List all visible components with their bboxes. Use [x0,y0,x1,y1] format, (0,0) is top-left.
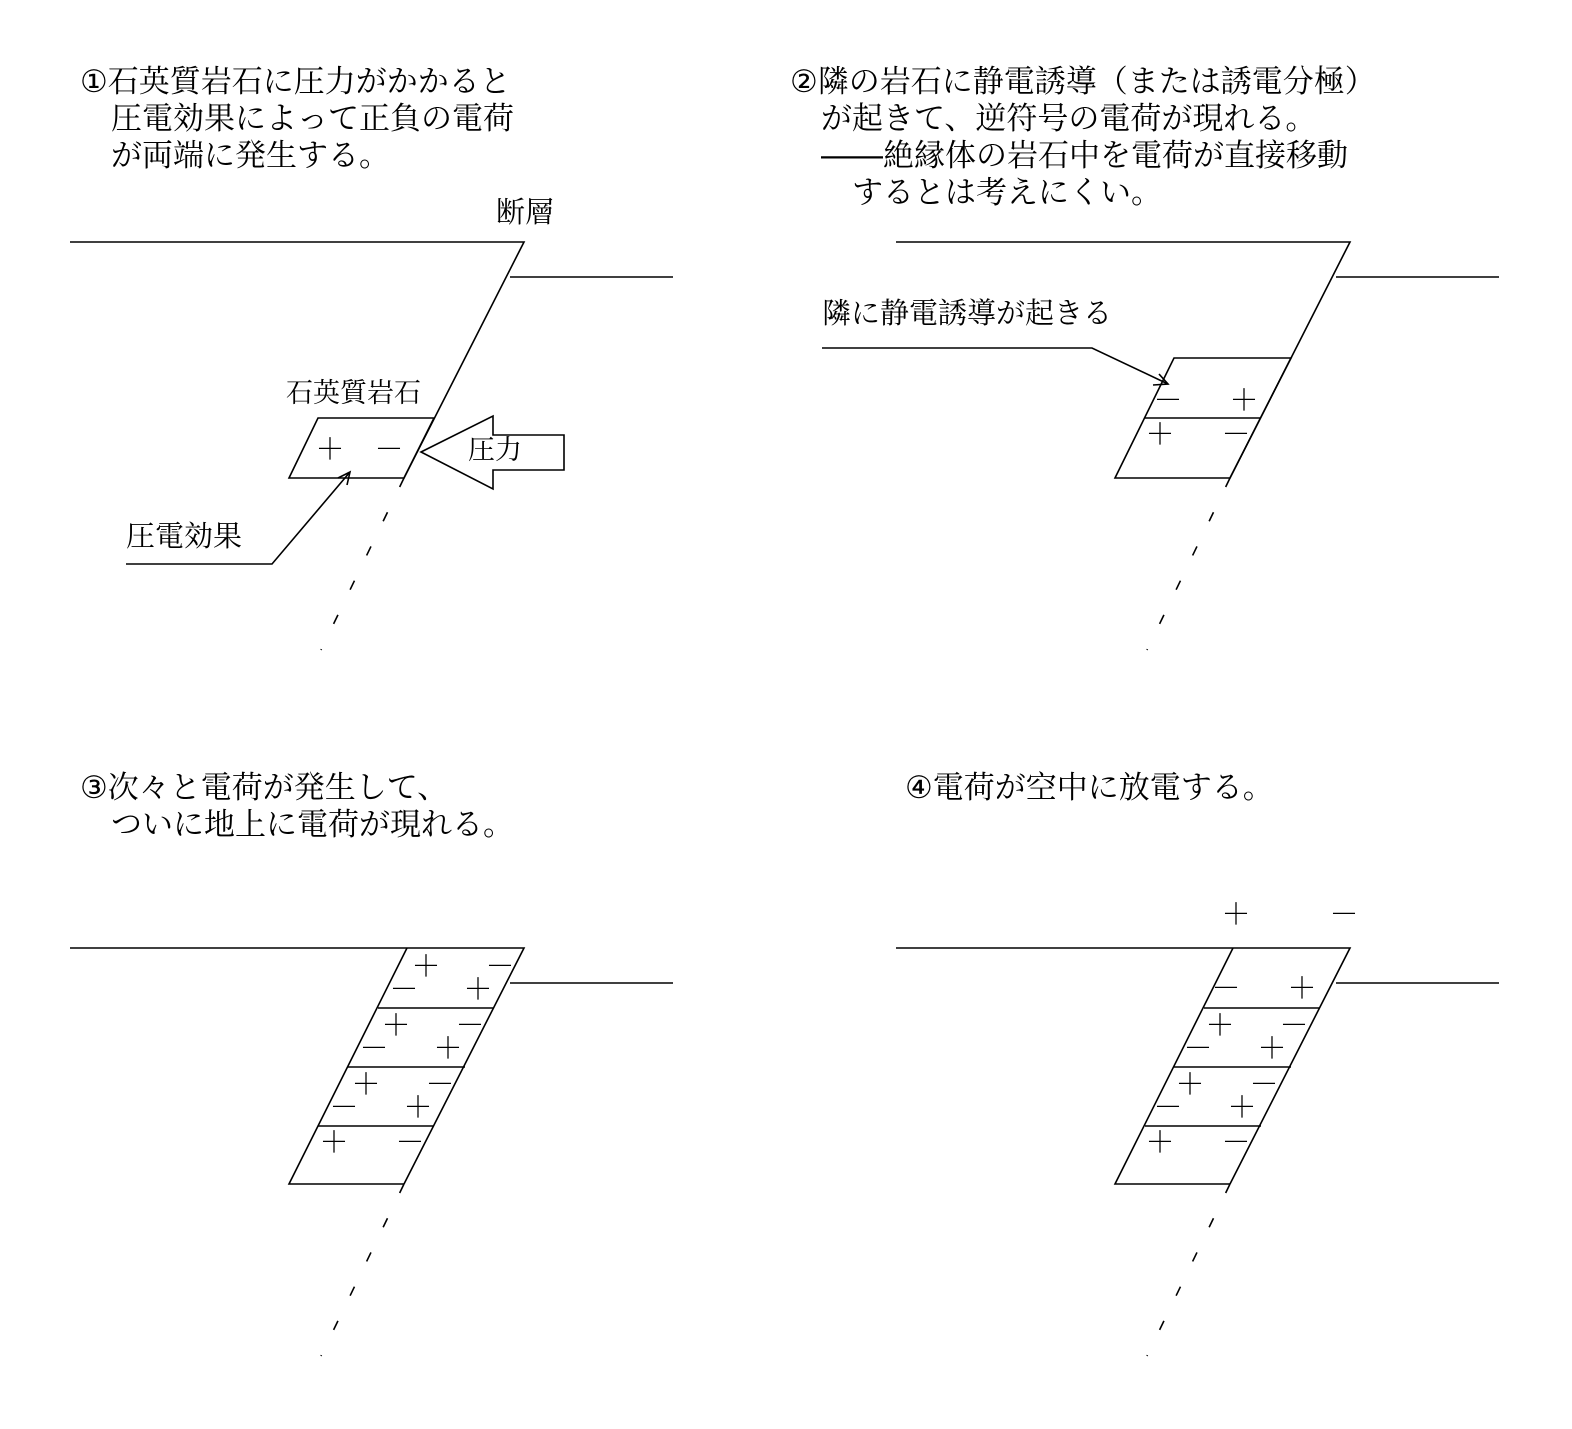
panel2-ground-left-and-fault [896,242,1350,478]
panel3-caption-line1: ③次々と電荷が発生して、 [80,770,449,806]
panel2-drawing [822,242,1499,650]
panel2-caption-line3: ――絶縁体の岩石中を電荷が直接移動 [790,138,1348,174]
panel3-sign-2a: － [389,972,419,1006]
panel1-caption-line2: 圧電効果によって正負の電荷 [80,101,514,137]
panel2-upper-left-sign: － [1153,383,1183,417]
fault-label: 断層 [496,195,555,229]
panel1-caption-line1: ①石英質岩石に圧力がかかると [80,64,511,100]
panel4-sign-5a: － [1153,1090,1183,1124]
quartz-rock-label: 石英質岩石 [286,378,421,409]
panel1-fault-underground [321,478,404,650]
panel3-sign-3a: ＋ [381,1008,411,1042]
panel3-sign-5a: ＋ [351,1067,381,1101]
panel3-sign-3b: － [455,1008,485,1042]
panel4-sign-6a: ＋ [1145,1125,1175,1159]
panel3-sign-2b: ＋ [463,972,493,1006]
panel3-fault-underground [321,1184,404,1356]
panel4-sign-4a: ＋ [1175,1067,1205,1101]
piezo-effect-leader [126,472,350,564]
panel3-sign-7a: ＋ [319,1125,349,1159]
panel3-ground-left-and-fault [70,948,524,1184]
panel3-sign-5b: － [425,1067,455,1101]
panel3-sign-1a: ＋ [411,949,441,983]
panel1-drawing [70,242,673,650]
panel4-sign-5b: ＋ [1227,1090,1257,1124]
panel4-fault-underground [1147,1184,1230,1356]
panel1-quartz-block [289,418,434,478]
panel4-sign-2a: ＋ [1205,1008,1235,1042]
panel4-drawing [896,897,1499,1356]
panel1-minus-sign: － [374,432,404,466]
panel3-sign-7b: － [395,1125,425,1159]
panel4-caption-line1: ④電荷が空中に放電する。 [905,770,1274,806]
panel4-sign-3a: － [1183,1031,1213,1065]
panel4-air-plus: ＋ [1221,897,1251,931]
panel2-caption-line2: が起きて、逆符号の電荷が現れる。 [790,101,1317,137]
panel4-sign-2b: － [1279,1008,1309,1042]
panel3-sign-1b: － [485,949,515,983]
panel2-caption-line4: するとは考えにくい。 [790,175,1162,211]
panel2-lower-right-sign: － [1221,417,1251,451]
pressure-label: 圧力 [468,435,522,466]
panel4-air-minus: － [1329,897,1359,931]
panel4-sign-1b: ＋ [1287,971,1317,1005]
panel3-drawing [70,948,673,1356]
panel3-sign-4a: － [359,1031,389,1065]
panel4-ground-left-and-fault [896,948,1350,1184]
panel4-sign-3b: ＋ [1257,1031,1287,1065]
panel3-sign-6b: ＋ [403,1090,433,1124]
panel1-ground-left-and-fault [70,242,524,478]
panel2-fault-underground [1147,478,1230,650]
panel2-caption-line1: ②隣の岩石に静電誘導（または誘電分極） [790,64,1376,100]
panel3-sign-6a: － [329,1090,359,1124]
pressure-arrow [421,416,564,489]
panel4-sign-4b: － [1249,1067,1279,1101]
panel3-caption-line2: ついに地上に電荷が現れる。 [80,807,514,843]
panel3-sign-4b: ＋ [433,1031,463,1065]
panel1-plus-sign: ＋ [315,432,345,466]
panel1-caption-line3: が両端に発生する。 [80,138,390,174]
panel2-upper-right-sign: ＋ [1229,383,1259,417]
induction-leader [822,348,1168,384]
induction-label: 隣に静電誘導が起きる [822,296,1113,330]
panel4-sign-1a: － [1211,971,1241,1005]
panel4-sign-6b: － [1221,1125,1251,1159]
panel2-lower-left-sign: ＋ [1145,417,1175,451]
piezo-effect-label: 圧電効果 [126,519,243,553]
